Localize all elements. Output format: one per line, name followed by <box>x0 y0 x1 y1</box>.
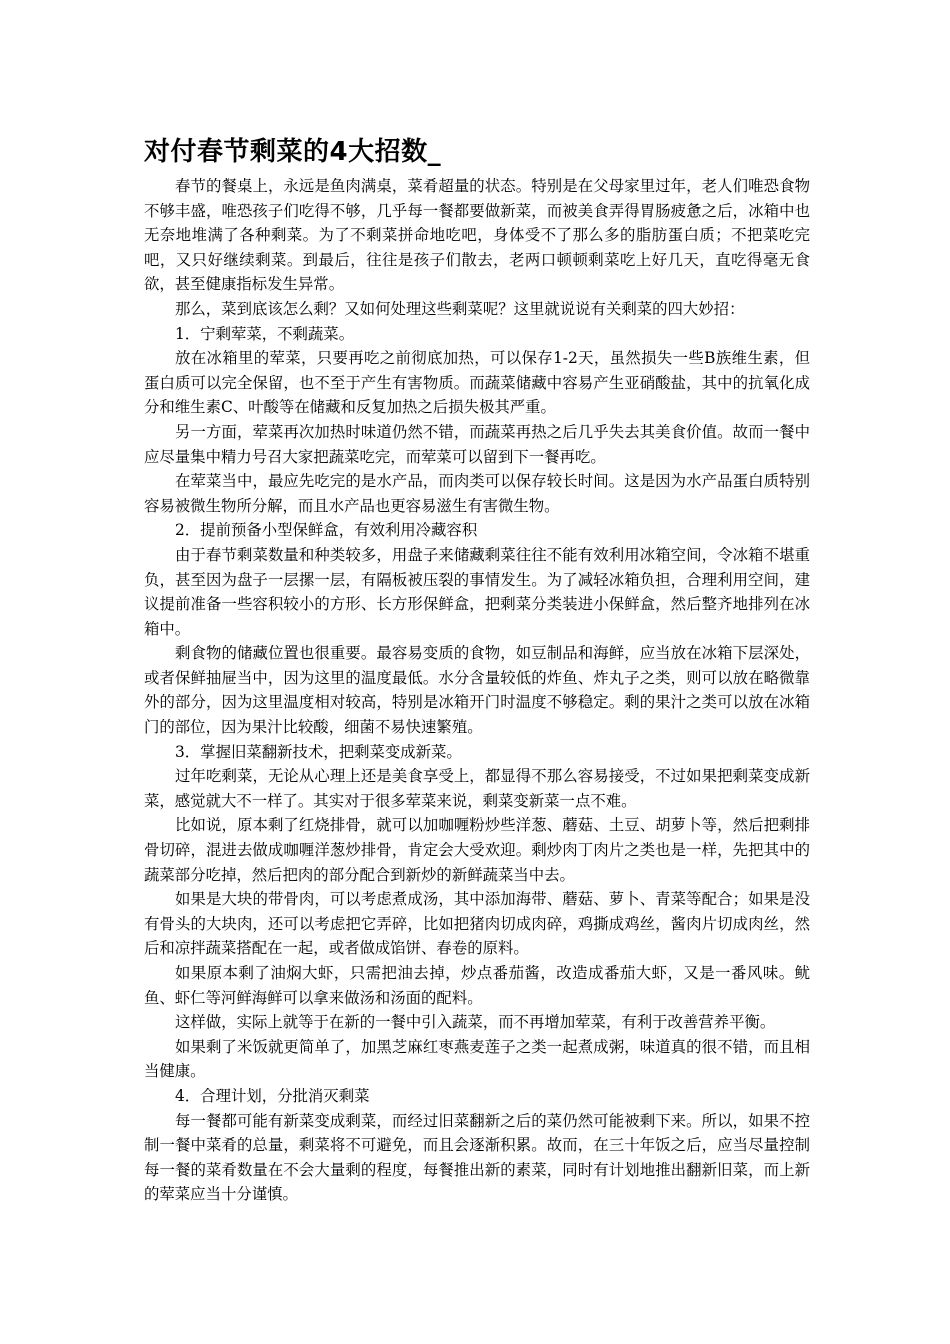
paragraph: 在荤菜当中，最应先吃完的是水产品，而肉类可以保存较长时间。这是因为水产品蛋白质特别容易被微生物所分解，而且水产品也更容易滋生有害微生物。 <box>144 472 810 515</box>
paragraph: 如果剩了米饭就更简单了，加黑芝麻红枣燕麦莲子之类一起煮成粥，味道真的很不错，而且相当健康。 <box>144 1037 810 1081</box>
paragraph-intro: 春节的餐桌上，永远是鱼肉满桌，菜肴超量的状态。特别是在父母家里过年，老人们唯恐食物不够丰盛，唯恐孩子们吃得不够，几乎每一餐都要做新菜，而被美食弄得胃肠疲惫之后，冰箱中也无奈地堆满了各种剩菜。为了不剩菜拼命地吃吧，身体受不了那么多的脂肪蛋白质；不把菜吃完吧，又只好继续剩菜。到最后，往往是孩子们散去，老两口顿顿剩菜吃上好几天，直吃得毫无食欲，甚至健康指标发生异常。 <box>144 177 810 294</box>
article-body <box>144 132 810 1207</box>
heading-tip-3: 3．掌握旧菜翻新技术，把剩菜变成新菜。 <box>175 742 462 761</box>
paragraph: 另一方面，荤菜再次加热时味道仍然不错，而蔬菜再热之后几乎失去其美食价值。故而一餐中应尽量集中精力号召大家把蔬菜吃完，而荤菜可以留到下一餐再吃。 <box>144 422 810 466</box>
paragraph: 这样做，实际上就等于在新的一餐中引入蔬菜，而不再增加荤菜，有利于改善营养平衡。 <box>175 1013 776 1032</box>
heading-tip-4: 4．合理计划，分批消灭剩菜 <box>175 1086 370 1105</box>
paragraph: 由于春节剩菜数量和种类较多，用盘子来储藏剩菜往往不能有效利用冰箱空间，令冰箱不堪重负，甚至因为盘子一层摞一层，有隔板被压裂的事情发生。为了减轻冰箱负担，合理利用空间，建议提前准备一些容积较小的方形、长方形保鲜盒，把剩菜分类装进小保鲜盒，然后整齐地排列在冰箱中。 <box>144 545 810 638</box>
paragraph: 过年吃剩菜，无论从心理上还是美食享受上，都显得不那么容易接受，不过如果把剩菜变成新菜，感觉就大不一样了。其实对于很多荤菜来说，剩菜变新菜一点不难。 <box>144 767 810 810</box>
paragraph: 比如说，原本剩了红烧排骨，就可以加咖喱粉炒些洋葱、蘑菇、土豆、胡萝卜等，然后把剩排骨切碎，混进去做成咖喱洋葱炒排骨，肯定会大受欢迎。剩炒肉丁肉片之类也是一样，先把其中的蔬菜部分吃掉，然后把肉的部分配合到新炒的新鲜蔬菜当中去。 <box>144 816 810 884</box>
article-title: 对付春节剩菜的4大招数_ <box>144 137 442 167</box>
paragraph: 如果原本剩了油焖大虾，只需把油去掉，炒点番茄酱，改造成番茄大虾，又是一番风味。鱿鱼、虾仁等河鲜海鲜可以拿来做汤和汤面的配料。 <box>144 964 810 1007</box>
paragraph: 如果是大块的带骨肉，可以考虑煮成汤，其中添加海带、蘑菇、萝卜、青菜等配合；如果是没有骨头的大块肉，还可以考虑把它弄碎，比如把猪肉切成肉碎，鸡撕成鸡丝，酱肉片切成肉丝，然后和凉拌蔬菜搭配在一起，或者做成馅饼、春卷的原料。 <box>144 890 810 958</box>
paragraph: 放在冰箱里的荤菜，只要再吃之前彻底加热，可以保存1-2天，虽然损失一些B族维生素，但蛋白质可以完全保留，也不至于产生有害物质。而蔬菜储藏中容易产生亚硝酸盐，其中的抗氧化成分和维生素C、叶酸等在储藏和反复加热之后损失极其严重。 <box>144 349 810 417</box>
heading-tip-2: 2．提前预备小型保鲜盒，有效利用冷藏容积 <box>175 521 478 540</box>
paragraph-question: 那么，菜到底该怎么剩？又如何处理这些剩菜呢？这里就说说有关剩菜的四大妙招： <box>175 299 745 318</box>
heading-tip-1: 1．宁剩荤菜，不剩蔬菜。 <box>175 324 355 343</box>
paragraph: 每一餐都可能有新菜变成剩菜，而经过旧菜翻新之后的菜仍然可能被剩下来。所以，如果不控制一餐中菜肴的总量，剩菜将不可避免，而且会逐渐积累。故而，在三十年饭之后，应当尽量控制每一餐的菜肴数量在不会大量剩的程度，每餐推出新的素菜，同时有计划地推出翻新旧菜，而上新的荤菜应当十分谨慎。 <box>144 1111 810 1204</box>
paragraph: 剩食物的储藏位置也很重要。最容易变质的食物，如豆制品和海鲜，应当放在冰箱下层深处，或者保鲜抽屉当中，因为这里的温度最低。水分含量较低的炸鱼、炸丸子之类，则可以放在略微靠外的部分，因为这里温度相对较高，特别是冰箱开门时温度不够稳定。剩的果汁之类可以放在冰箱门的部位，因为果汁比较酸，细菌不易快速繁殖。 <box>144 644 810 737</box>
